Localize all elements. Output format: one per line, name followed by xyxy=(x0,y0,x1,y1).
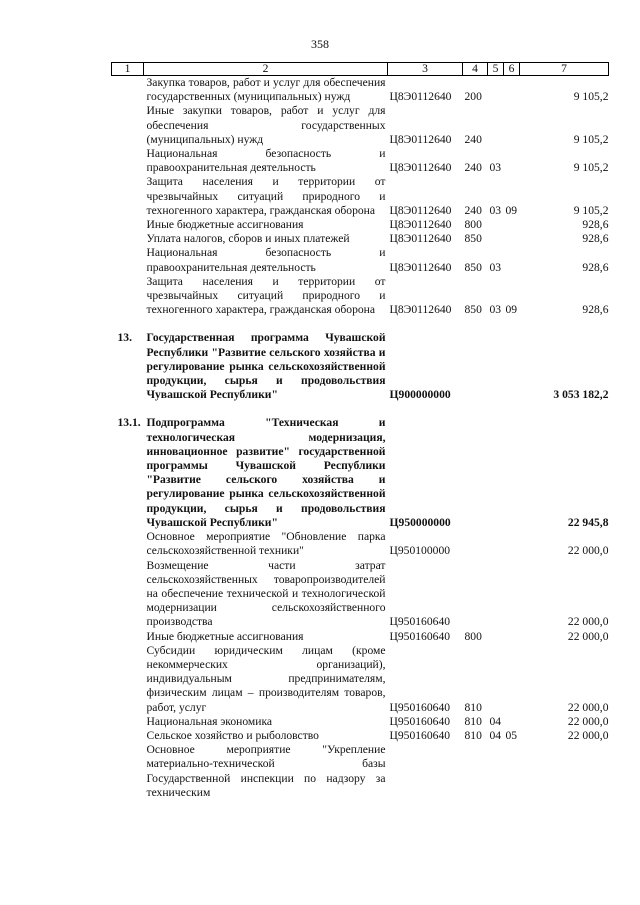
row-subsection xyxy=(504,317,520,402)
header-col-6: 6 xyxy=(504,63,520,76)
row-amount: 9 105,2 xyxy=(573,90,609,104)
row-number xyxy=(112,630,144,644)
row-expense-type: 810 xyxy=(464,728,482,742)
row-name: Уплата налогов, сборов и иных платежей xyxy=(146,232,350,246)
row-amount: 928,6 xyxy=(582,303,609,317)
row-number xyxy=(112,275,144,318)
row-expense-type: 200 xyxy=(464,90,482,104)
row-expense-type: 810 xyxy=(464,714,482,728)
row-number xyxy=(112,559,144,630)
row-subsection xyxy=(504,630,520,644)
row-name: Иные бюджетные ассигнования xyxy=(146,218,304,232)
row-amount: 928,6 xyxy=(582,232,609,246)
row-target-code: Ц950160640 xyxy=(389,700,451,714)
row-target-code: Ц8Э0112640 xyxy=(389,203,452,217)
table-row xyxy=(112,218,609,232)
row-amount: 9 105,2 xyxy=(573,132,609,146)
row-target-code: Ц8Э0112640 xyxy=(389,132,452,146)
row-name: Национальная безопасность и правоохранительная деятельность xyxy=(146,147,386,175)
row-subsection xyxy=(504,743,520,800)
row-amount: 928,6 xyxy=(582,260,609,274)
row-name: Национальная безопасность и правоохранительная деятельность xyxy=(146,246,386,274)
header-col-1: 1 xyxy=(112,63,144,76)
row-target-code: Ц8Э0112640 xyxy=(389,218,452,232)
row-section: 03 xyxy=(489,203,502,217)
row-target-code: Ц900000000 xyxy=(389,388,451,402)
row-target-code: Ц950160640 xyxy=(389,629,451,643)
row-subsection xyxy=(504,715,520,729)
table-row xyxy=(112,175,609,218)
row-target-code: Ц8Э0112640 xyxy=(389,260,452,274)
row-target-code: Ц950160640 xyxy=(389,728,451,742)
row-amount xyxy=(520,743,609,800)
table-row xyxy=(112,729,609,743)
row-target-code: Ц8Э0112640 xyxy=(389,232,452,246)
row-name: Основное мероприятие "Обновление парка сельскохозяйственной техники" xyxy=(146,530,386,558)
row-subsection xyxy=(504,104,520,147)
budget-table xyxy=(111,62,609,800)
table-row xyxy=(112,630,609,644)
row-target-code: Ц8Э0112640 xyxy=(389,161,452,175)
row-amount: 22 000,0 xyxy=(567,714,609,728)
row-subsection xyxy=(504,402,520,530)
row-name: Иные бюджетные ассигнования xyxy=(146,629,304,643)
row-subsection: 09 xyxy=(505,203,518,217)
row-expense-type: 240 xyxy=(464,132,482,146)
row-expense-type: 850 xyxy=(464,232,482,246)
row-section: 04 xyxy=(489,714,502,728)
row-target-code xyxy=(388,743,463,800)
row-name: Подпрограмма "Техническая и технологическая модернизация, инновационное развитие" государственной программы Чувашской Республики "Развитие сельского хозяйства и регулирование рынка сельскохозяйственной продукции, сырья и продовольствия Чувашской Республики" xyxy=(146,416,386,529)
row-amount: 22 000,0 xyxy=(567,629,609,643)
table-row xyxy=(112,317,609,402)
row-subsection: 05 xyxy=(505,728,518,742)
row-name: Субсидии юридическим лицам (кроме некоммерческих организаций), индивидуальным предпринимателям, физическим лицам – производителям товаров, работ, услуг xyxy=(146,643,386,714)
row-number xyxy=(112,175,144,218)
row-expense-type xyxy=(463,317,488,402)
row-expense-type: 240 xyxy=(464,161,482,175)
row-section xyxy=(488,232,504,246)
row-number xyxy=(112,729,144,743)
row-section xyxy=(488,104,504,147)
row-number xyxy=(112,743,144,800)
table-row xyxy=(112,232,609,246)
row-target-code: Ц8Э0112640 xyxy=(389,90,452,104)
table-row xyxy=(112,147,609,175)
row-expense-type: 850 xyxy=(464,260,482,274)
row-number xyxy=(112,715,144,729)
row-name: Возмещение части затрат сельскохозяйственных товаропроизводителей на обеспечение технической и технологической модернизации сельскохозяйственного производства xyxy=(146,558,386,629)
row-number xyxy=(112,232,144,246)
row-number xyxy=(112,530,144,558)
table-row xyxy=(112,530,609,558)
row-name: Защита населения и территории от чрезвычайных ситуаций природного и техногенного характера, гражданская оборона xyxy=(146,175,386,217)
row-subsection: 09 xyxy=(505,303,518,317)
row-number xyxy=(112,104,144,147)
row-amount: 22 000,0 xyxy=(567,700,609,714)
row-target-code: Ц950160640 xyxy=(389,714,451,728)
row-target-code: Ц8Э0112640 xyxy=(389,303,452,317)
table-row xyxy=(112,644,609,715)
row-amount: 9 105,2 xyxy=(573,203,609,217)
row-target-code: Ц950160640 xyxy=(389,615,451,629)
table-row xyxy=(112,402,609,530)
row-number xyxy=(112,246,144,274)
row-section: 03 xyxy=(489,303,502,317)
row-target-code: Ц950000000 xyxy=(389,515,451,529)
row-name: Национальная экономика xyxy=(146,714,273,728)
row-expense-type xyxy=(463,402,488,530)
row-section xyxy=(488,402,504,530)
row-name: Закупка товаров, работ и услуг для обеспечения государственных (муниципальных) нужд xyxy=(146,76,386,104)
row-section xyxy=(488,76,504,105)
row-section xyxy=(488,559,504,630)
row-number xyxy=(112,147,144,175)
row-subsection xyxy=(504,644,520,715)
table-row xyxy=(112,76,609,105)
row-subsection xyxy=(504,232,520,246)
row-amount: 22 945,8 xyxy=(567,515,609,529)
row-subsection xyxy=(504,559,520,630)
row-name: Государственная программа Чувашской Республики "Развитие сельского хозяйства и регулирование рынка сельскохозяйственной продукции, сырья и продовольствия Чувашской Республики" xyxy=(146,331,386,402)
row-name: Иные закупки товаров, работ и услуг для обеспечения государственных (муниципальных) нужд xyxy=(146,104,386,146)
row-section xyxy=(488,743,504,800)
page-number: 358 xyxy=(311,37,329,51)
row-amount: 9 105,2 xyxy=(573,161,609,175)
table-row xyxy=(112,275,609,318)
table-row xyxy=(112,559,609,630)
row-subsection xyxy=(504,218,520,232)
row-section xyxy=(488,317,504,402)
row-number xyxy=(112,218,144,232)
row-subsection xyxy=(504,246,520,274)
row-subsection xyxy=(504,147,520,175)
row-amount: 928,6 xyxy=(582,218,609,232)
header-col-5: 5 xyxy=(488,63,504,76)
table-body xyxy=(112,76,609,800)
row-expense-type xyxy=(463,559,488,630)
row-section xyxy=(488,218,504,232)
row-number xyxy=(112,644,144,715)
row-section: 04 xyxy=(489,728,502,742)
row-subsection xyxy=(504,530,520,558)
row-expense-type xyxy=(463,743,488,800)
row-name: Защита населения и территории от чрезвычайных ситуаций природного и техногенного характера, гражданская оборона xyxy=(146,274,386,317)
row-section xyxy=(488,630,504,644)
row-expense-type: 240 xyxy=(464,203,482,217)
row-expense-type xyxy=(463,530,488,558)
row-name: Основное мероприятие "Укрепление материально-технической базы Государственной инспекции по надзору за техническим xyxy=(146,743,386,799)
row-amount: 22 000,0 xyxy=(567,615,609,629)
row-section xyxy=(488,644,504,715)
row-name: Сельское хозяйство и рыболовство xyxy=(146,728,319,742)
header-col-2: 2 xyxy=(144,63,388,76)
table-row xyxy=(112,246,609,274)
header-row xyxy=(112,63,609,76)
row-section xyxy=(488,530,504,558)
row-amount: 22 000,0 xyxy=(567,728,609,742)
row-number: 13.1. xyxy=(117,416,141,430)
header-col-4: 4 xyxy=(463,63,488,76)
header-col-3: 3 xyxy=(388,63,463,76)
row-number: 13. xyxy=(117,331,132,345)
row-section: 03 xyxy=(489,161,502,175)
row-expense-type: 800 xyxy=(464,629,482,643)
header-col-7: 7 xyxy=(520,63,609,76)
table-row xyxy=(112,715,609,729)
row-subsection xyxy=(504,76,520,105)
row-expense-type: 810 xyxy=(464,700,482,714)
table-row xyxy=(112,104,609,147)
row-amount: 22 000,0 xyxy=(567,544,609,558)
row-section: 03 xyxy=(489,260,502,274)
row-expense-type: 800 xyxy=(464,218,482,232)
table-row xyxy=(112,743,609,800)
row-target-code: Ц950100000 xyxy=(389,544,451,558)
row-amount: 3 053 182,2 xyxy=(553,388,609,402)
row-number xyxy=(112,76,144,105)
row-expense-type: 850 xyxy=(464,303,482,317)
